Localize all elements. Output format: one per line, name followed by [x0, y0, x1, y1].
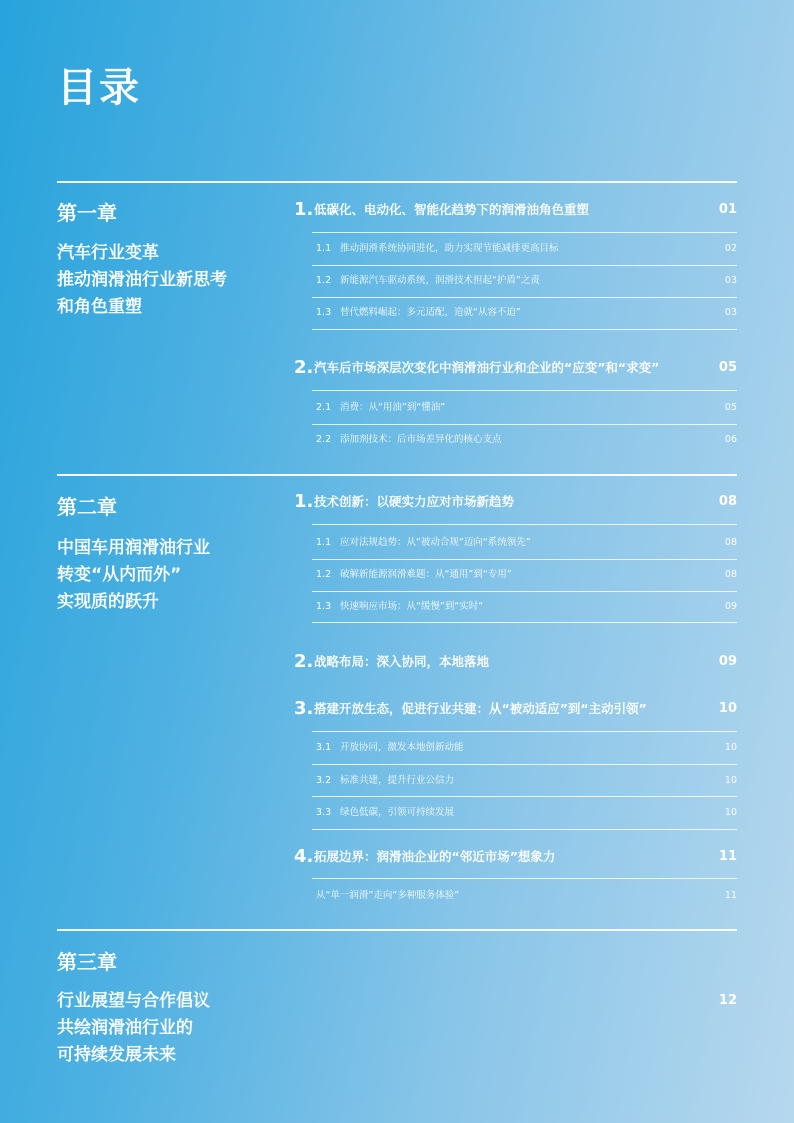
subsection-title: 标准共建，提升行业公信力 [340, 775, 455, 786]
subsection-page: 03 [724, 307, 737, 318]
subsection-number: 1.1 [316, 243, 332, 254]
subsection-page: 08 [724, 569, 737, 580]
toc-subsection[interactable] [316, 241, 737, 257]
section-number: 2. [294, 357, 314, 378]
subsection-page: 09 [724, 601, 737, 612]
subsection-number: 1.2 [316, 275, 332, 286]
chapter-title [57, 988, 282, 1069]
chapter-title-line: 行业展望与合作倡议 [57, 991, 210, 1011]
toc-subsection[interactable] [316, 599, 737, 615]
subsection-title: 替代燃料崛起：多元适配，造就“从容不迫” [340, 307, 521, 318]
chapter-title-line: 推动润滑油行业新思考 [57, 270, 227, 290]
section-page: 01 [718, 202, 737, 217]
row-divider [312, 265, 737, 266]
toc-section[interactable] [294, 198, 737, 222]
toc-subsection[interactable] [316, 805, 737, 821]
toc-subsection[interactable] [316, 400, 737, 416]
row-divider [312, 731, 737, 732]
subsection-number: 1.1 [316, 537, 332, 548]
section-title: 汽车后市场深层次变化中润滑油行业和企业的“应变”和“求变” [314, 360, 660, 375]
toc-section[interactable] [294, 650, 737, 674]
section-title: 战略布局：深入协同，本地落地 [314, 654, 490, 669]
toc-subsection[interactable] [316, 740, 737, 756]
row-divider [312, 424, 737, 425]
row-divider [312, 232, 737, 233]
subsection-page: 03 [724, 275, 737, 286]
section-page: 05 [718, 360, 737, 375]
toc-section[interactable] [294, 845, 737, 869]
chapter-divider [57, 181, 737, 183]
chapter-title-line: 中国车用润滑油行业 [57, 538, 210, 558]
page-title: 目录 [57, 65, 141, 111]
toc-subsection[interactable] [316, 432, 737, 448]
chapter-label: 第二章 [57, 495, 117, 519]
section-number: 2. [294, 651, 314, 672]
toc-subsection[interactable] [316, 773, 737, 789]
subsection-page: 10 [724, 775, 737, 786]
chapter-title-line: 和角色重塑 [57, 297, 142, 317]
toc-subsection[interactable] [316, 567, 737, 583]
chapter-title-line: 汽车行业变革 [57, 243, 159, 263]
toc-subsection[interactable] [316, 535, 737, 551]
subsection-page: 08 [724, 537, 737, 548]
row-divider [312, 524, 737, 525]
row-divider [312, 559, 737, 560]
row-divider [312, 878, 737, 879]
subsection-number: 3.1 [316, 742, 332, 753]
subsection-title: 推动润滑系统协同进化，助力实现节能减排更高目标 [340, 243, 559, 254]
row-divider [312, 297, 737, 298]
subsection-title: 绿色低碳，引领可持续发展 [340, 807, 455, 818]
section-number: 1. [294, 199, 314, 220]
chapter-divider [57, 474, 737, 476]
section-number: 4. [294, 846, 314, 867]
section-title: 搭建开放生态，促进行业共建：从“被动适应”到“主动引领” [314, 701, 647, 716]
subsection-page: 02 [724, 243, 737, 254]
subsection-title: 添加剂技术：后市场差异化的核心支点 [340, 434, 502, 445]
chapter-page[interactable]: 12 [718, 993, 737, 1008]
section-page: 08 [718, 494, 737, 509]
chapter-label: 第三章 [57, 950, 117, 974]
chapter-title [57, 535, 282, 616]
section-number: 1. [294, 491, 314, 512]
subsection-title: 从“单一润滑”走向“多种服务体验” [316, 890, 460, 901]
chapter-title [57, 240, 282, 321]
subsection-page: 10 [724, 742, 737, 753]
subsection-number: 1.2 [316, 569, 332, 580]
subsection-number: 3.2 [316, 775, 332, 786]
section-title: 低碳化、电动化、智能化趋势下的润滑油角色重塑 [314, 202, 590, 217]
row-divider [312, 591, 737, 592]
subsection-number: 1.3 [316, 307, 332, 318]
row-divider [312, 764, 737, 765]
chapter-title-line: 可持续发展未来 [57, 1045, 176, 1065]
toc-subsection[interactable] [316, 888, 737, 904]
toc-section[interactable] [294, 490, 737, 514]
chapter-title-line: 共绘润滑油行业的 [57, 1018, 193, 1038]
chapter-divider [57, 929, 737, 931]
subsection-number: 2.2 [316, 434, 332, 445]
subsection-number: 2.1 [316, 402, 332, 413]
row-divider [312, 622, 737, 623]
toc-subsection[interactable] [316, 305, 737, 321]
subsection-page: 11 [724, 890, 737, 901]
chapter-label: 第一章 [57, 201, 117, 225]
toc-section[interactable] [294, 356, 737, 380]
subsection-page: 10 [724, 807, 737, 818]
section-number: 3. [294, 698, 314, 719]
section-page: 09 [718, 654, 737, 669]
subsection-number: 3.3 [316, 807, 332, 818]
row-divider [312, 796, 737, 797]
chapter-title-line: 转变“从内而外” [57, 565, 182, 585]
section-page: 10 [718, 701, 737, 716]
subsection-title: 开放协同，激发本地创新动能 [340, 742, 464, 753]
row-divider [312, 390, 737, 391]
section-page: 11 [718, 849, 737, 864]
subsection-page: 05 [724, 402, 737, 413]
section-title: 技术创新：以硬实力应对市场新趋势 [314, 494, 515, 509]
subsection-title: 新能源汽车驱动系统，润滑技术担起“护盾”之责 [340, 275, 540, 286]
toc-subsection[interactable] [316, 273, 737, 289]
subsection-number: 1.3 [316, 601, 332, 612]
chapter-title-line: 实现质的跃升 [57, 592, 159, 612]
subsection-title: 消费：从“用油”到“懂油” [340, 402, 446, 413]
subsection-title: 应对法规趋势：从“被动合规”迈向“系统领先” [340, 537, 531, 548]
subsection-title: 破解新能源润滑难题：从“通用”到“专用” [340, 569, 512, 580]
toc-section[interactable] [294, 697, 737, 721]
subsection-page: 06 [724, 434, 737, 445]
row-divider [312, 829, 737, 830]
subsection-title: 快速响应市场：从“缓慢”到“实时” [340, 601, 484, 612]
section-title: 拓展边界：润滑油企业的“邻近市场”想象力 [314, 849, 556, 864]
row-divider [312, 329, 737, 330]
